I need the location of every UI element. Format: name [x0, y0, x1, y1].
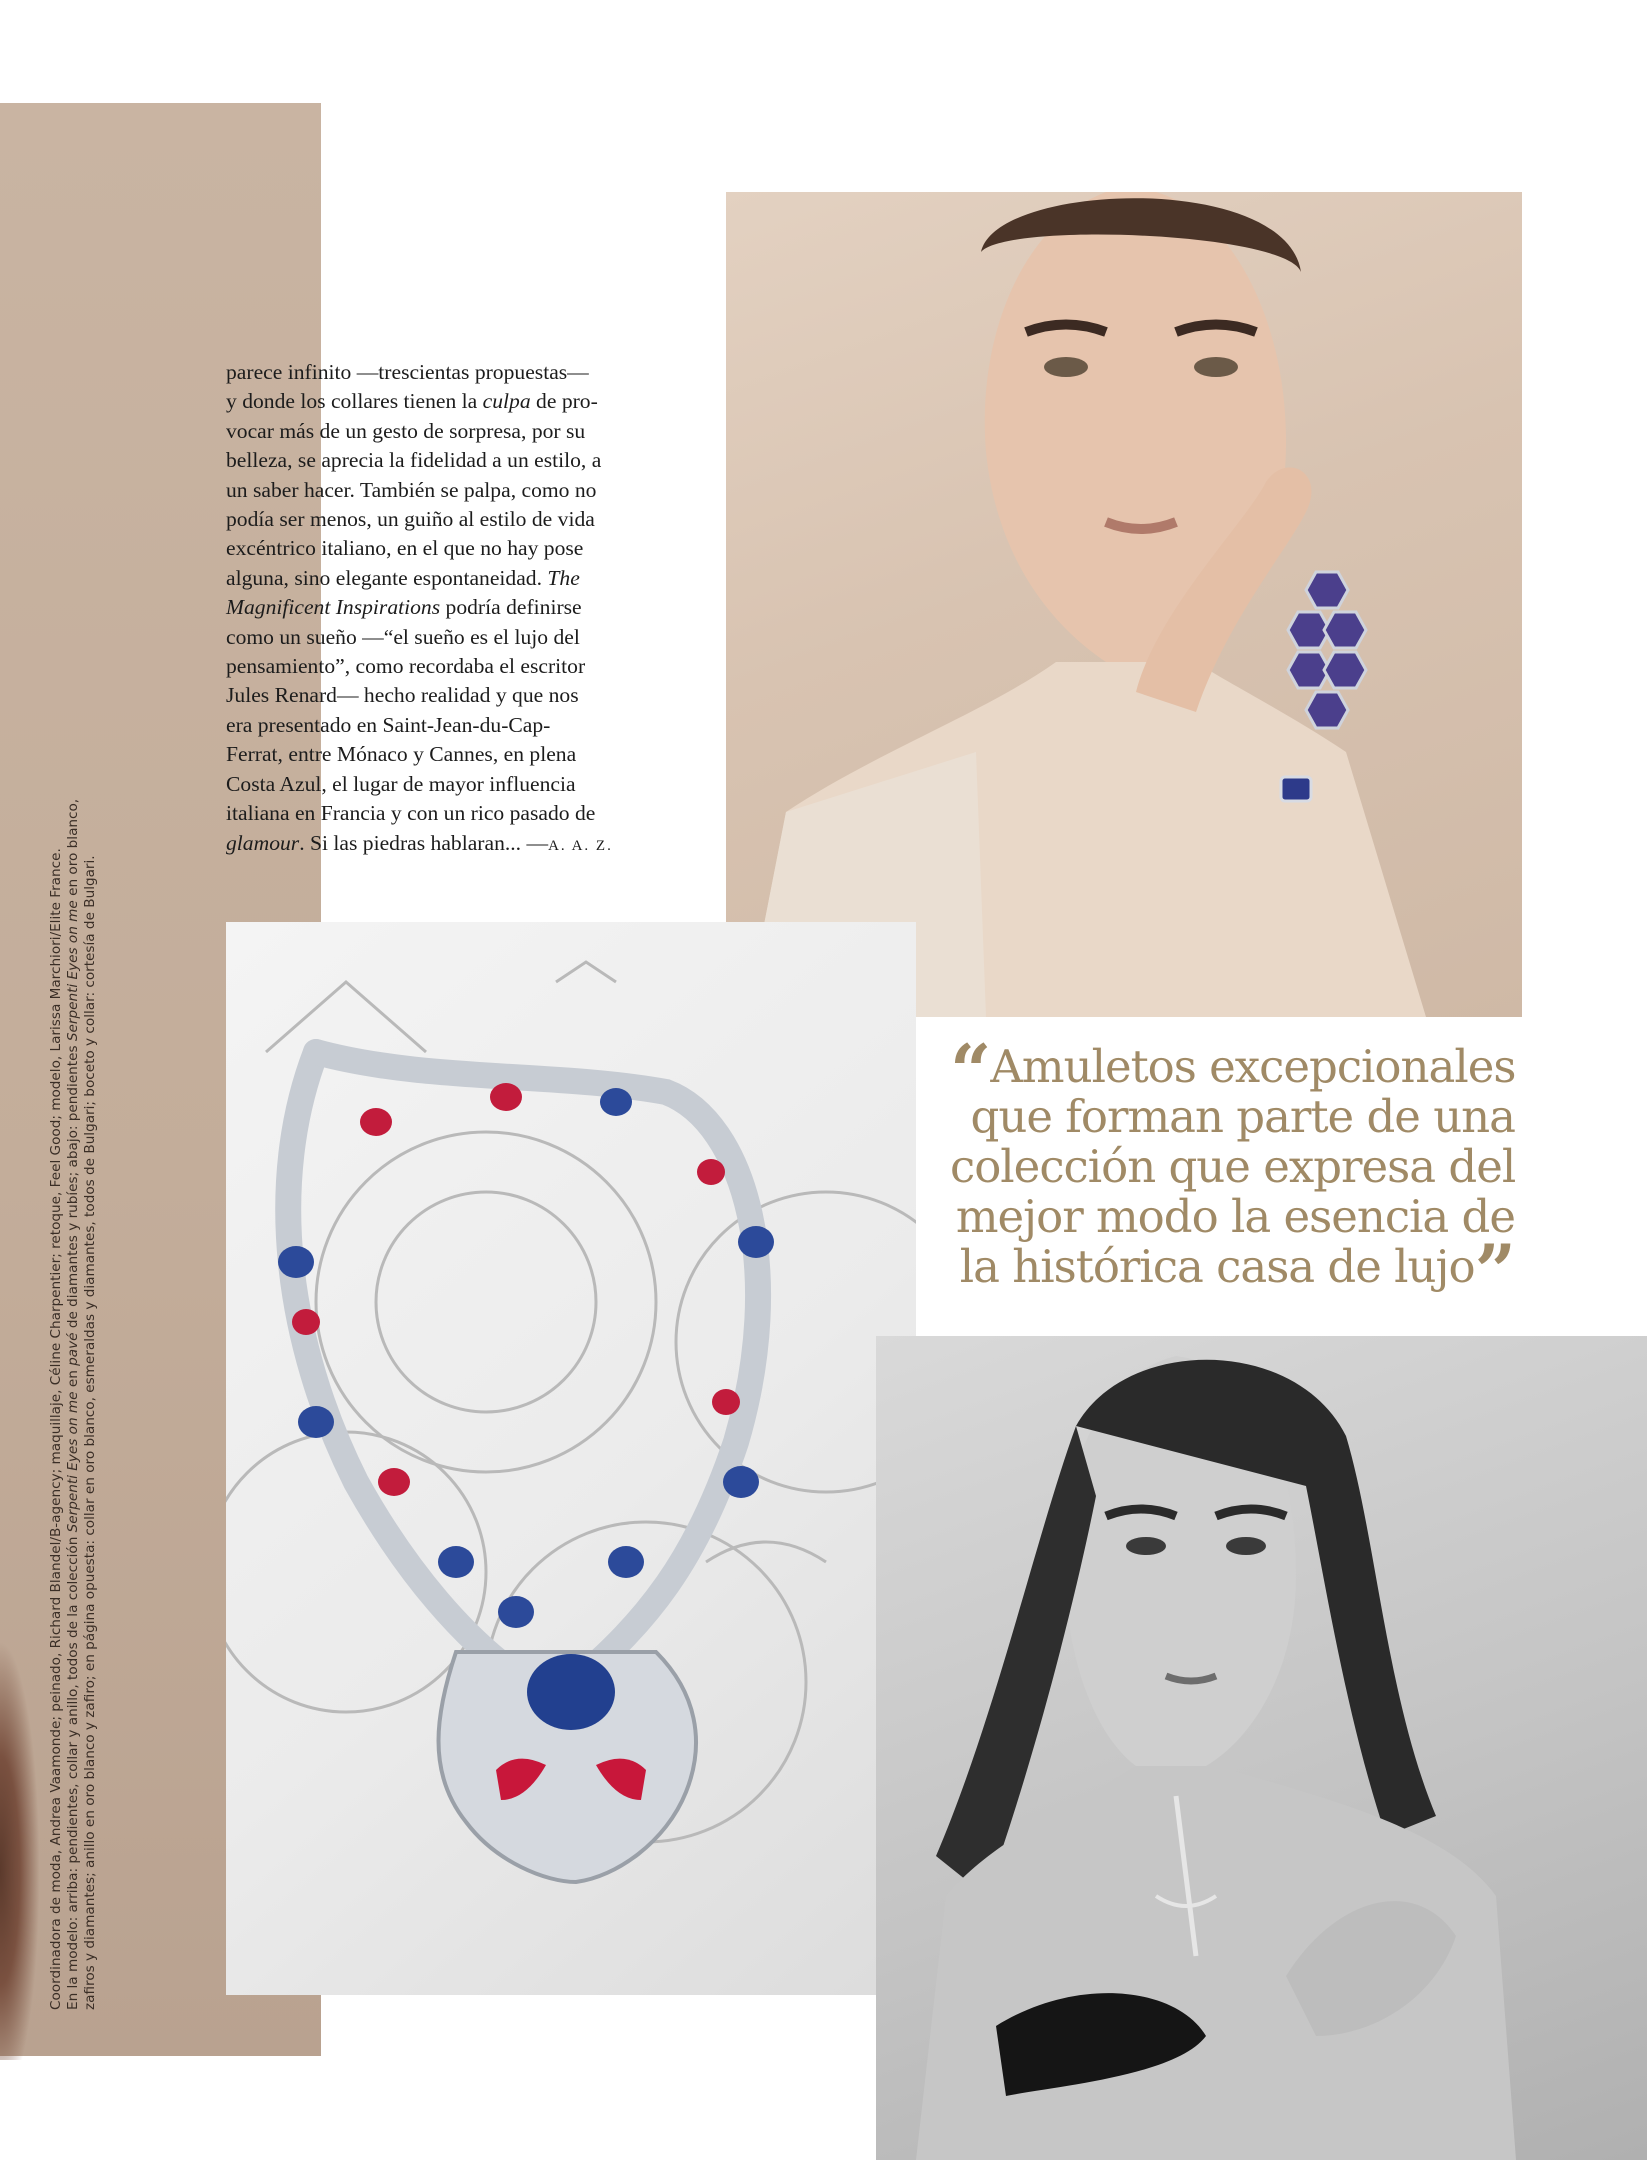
- open-quote-mark: “: [950, 1028, 991, 1113]
- pull-quote-line: colección que expresa del: [950, 1140, 1516, 1193]
- model-portrait-photo: [726, 192, 1522, 1017]
- author-signature: A. A. Z.: [548, 837, 613, 854]
- body-line: excéntrico italiano, en el que no hay pose: [226, 536, 584, 561]
- body-line: belleza, se aprecia la fidelidad a un estilo, a: [226, 448, 602, 473]
- credits-line-3: zafiros y diamantes; anillo en oro blanco y zafiro; en página opuesta: collar en oro blanco, esmeraldas y diamantes, todos de Bulgari; boceto y collar: cortesía de Bulgari.: [82, 855, 98, 2010]
- body-line: Costa Azul, el lugar de mayor influencia: [226, 771, 576, 796]
- body-line: Jules Renard— hecho realidad y que nos: [226, 683, 579, 708]
- body-line: glamour. Si las piedras hablaran... —A. A. Z.: [226, 830, 613, 855]
- left-cropped-photo-edge: [0, 1640, 40, 2060]
- necklace-illustration: [226, 922, 916, 1995]
- body-line: vocar más de un gesto de sorpresa, por su: [226, 418, 586, 443]
- body-line: pensamiento”, como recordaba el escritor: [226, 654, 586, 679]
- body-line: alguna, sino elegante espontaneidad. The: [226, 565, 580, 590]
- body-line: era presentado en Saint-Jean-du-Cap-: [226, 712, 551, 737]
- body-line: un saber hacer. También se palpa, como no: [226, 477, 597, 502]
- body-line: italiana en Francia y con un rico pasado de: [226, 801, 596, 826]
- model-bw-illustration: [876, 1336, 1647, 2160]
- pull-quote-line: “Amuletos excepcionales: [950, 1028, 1516, 1113]
- credits-line-2: En la modelo: arriba: pendientes, collar y anillo, todos de la colección Serpenti Eyes on me en pavé de diamantes y rubíes; abajo: pendientes Serpenti Eyes on me en oro blanco,: [65, 798, 81, 2010]
- model-portrait-illustration: [726, 192, 1522, 1017]
- body-line: Ferrat, entre Mónaco y Cannes, en plena: [226, 742, 577, 767]
- close-quote-mark: ”: [1474, 1228, 1515, 1313]
- pull-quote-line: que forman parte de una: [970, 1090, 1515, 1143]
- body-line: parece infinito —trescientas propuestas—: [226, 360, 589, 384]
- pull-quote-line: mejor modo la esencia de: [955, 1190, 1515, 1243]
- model-bw-photo: [876, 1336, 1647, 2160]
- body-line: y donde los collares tienen la culpa de pro-: [226, 389, 598, 414]
- photo-credits: [48, 710, 99, 2010]
- pull-quote-line: la histórica casa de lujo”: [959, 1228, 1515, 1313]
- body-line: Magnificent Inspirations podría definirse: [226, 595, 582, 620]
- article-body-text: [226, 358, 666, 861]
- credits-line-1: Coordinadora de moda, Andrea Vaamonde; peinado, Richard Blandel/B-agency; maquillaje, Céline Charpentier; retoque, Feel Good; modelo, Larissa Marchiori/Elite France.: [48, 848, 64, 2010]
- necklace-sketch-photo: [226, 922, 916, 1995]
- pull-quote: [950, 1028, 1516, 1313]
- body-line: podía ser menos, un guiño al estilo de vida: [226, 507, 595, 532]
- body-line: como un sueño —“el sueño es el lujo del: [226, 624, 580, 649]
